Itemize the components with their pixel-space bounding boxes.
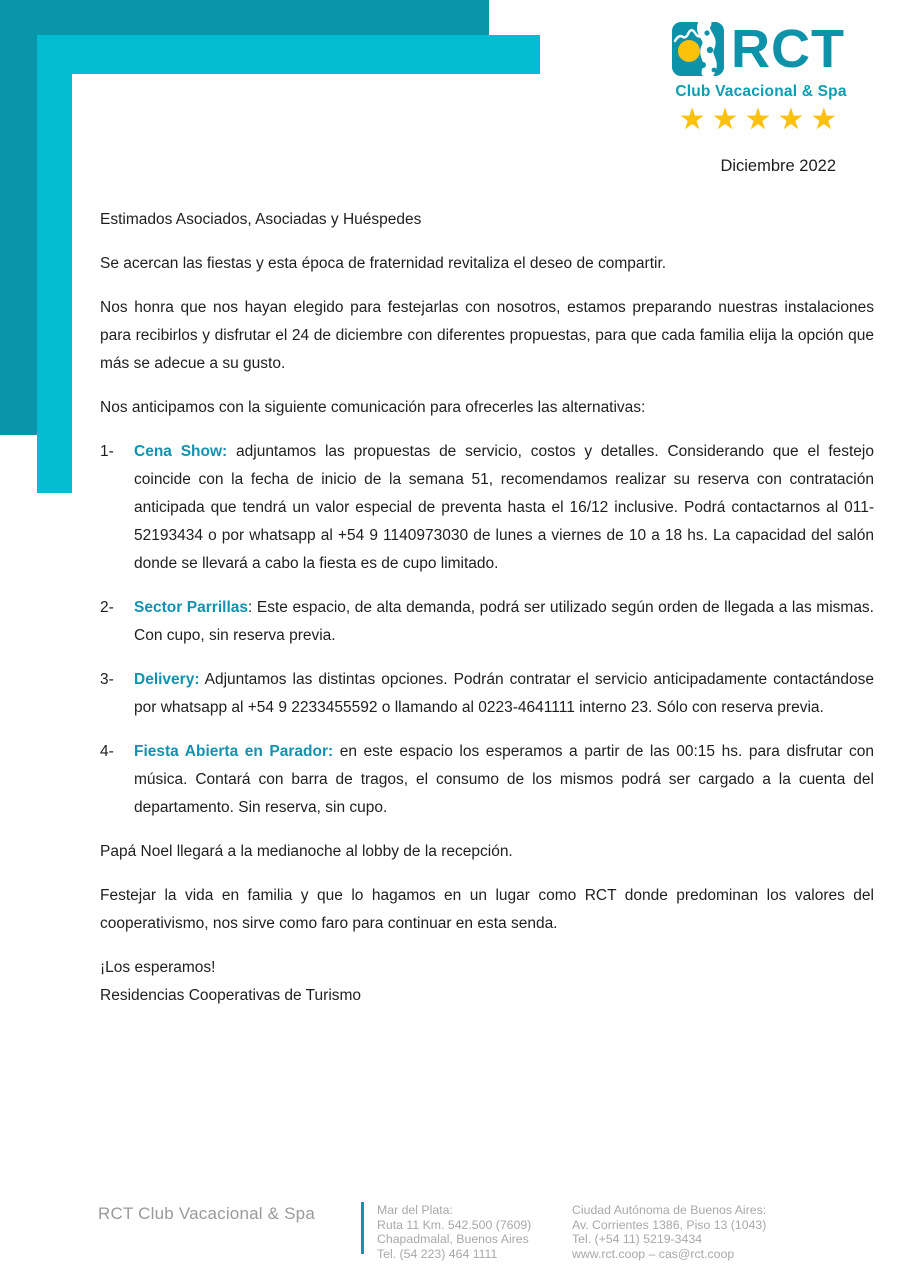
footer-address-line: Mar del Plata: [377, 1203, 453, 1217]
item-body: : Este espacio, de alta demanda, podrá ser utilizado según orden de llegada a las mismas. Con cupo, sin reserva previa. [134, 599, 874, 644]
brand-block [672, 19, 850, 176]
brand-tagline: Club Vacacional & Spa [675, 83, 847, 100]
brand-name: RCT [731, 19, 845, 79]
footer-address-line: Chapadmalal, Buenos Aires [377, 1232, 529, 1247]
item-body: adjuntamos las propuestas de servicio, costos y detalles. Considerando que el festejo coincide con la fecha de inicio de la semana 51, recomendamos realizar su reserva con contratación anticipada que tendrá un valor especial de preventa hasta el 16/12 inclusive. Podrá contactarnos al 011-52193434 o por whatsapp al +54 9 1140973030 de lunes a viernes de 10 a 18 hs. La capacidad del salón donde se llevará a cabo la fiesta es de cupo limitado. [134, 443, 874, 572]
paragraph-intro: Se acercan las fiestas y esta época de fraternidad revitaliza el deseo de compartir. [100, 255, 667, 272]
paragraph-lead: Nos anticipamos con la siguiente comunicación para ofrecerles las alternativas: [100, 399, 646, 416]
footer-divider [361, 1202, 364, 1254]
footer-address-line: Ruta 11 Km. 542.500 (7609) [377, 1217, 532, 1232]
footer-address-mar-del-plata [377, 1203, 531, 1261]
paragraph-closing: Festejar la vida en familia y que lo hagamos en un lugar como RCT donde predominan los valores del cooperativismo, nos sirve como faro para continuar en esta senda. [100, 887, 874, 932]
paragraph-papa-noel: Papá Noel llegará a la medianoche al lobby de la recepción. [100, 843, 513, 860]
page-footer [0, 1196, 900, 1266]
footer-address-buenos-aires [572, 1203, 766, 1261]
signature: Residencias Cooperativas de Turismo [100, 987, 362, 1004]
item-body: en este espacio los esperamos a partir de las 00:15 hs. para disfrutar con música. Contará con barra de tragos, el consumo de los mismos podrá ser cargado a la cuenta del departamento. Sin reserva, sin cupo. [134, 743, 874, 816]
five-star-rating [672, 104, 850, 136]
footer-address-line: Tel. (+54 11) 5219-3434 [572, 1232, 703, 1247]
footer-address-line: Tel. (54 223) 464 1111 [377, 1246, 498, 1261]
item-title: Sector Parrillas [134, 599, 248, 616]
star-icon: ★ [678, 103, 712, 136]
footer-address-line: Ciudad Autónoma de Buenos Aires: [572, 1203, 767, 1217]
item-number: 3- [100, 671, 114, 688]
item-text [134, 666, 874, 722]
item-number: 4- [100, 743, 114, 760]
list-item [100, 738, 874, 822]
star-icon: ★ [744, 103, 778, 136]
item-title: Fiesta Abierta en Parador: [134, 743, 334, 760]
item-text [134, 594, 874, 650]
footer-brand: RCT Club Vacacional & Spa [98, 1204, 315, 1223]
list-item [100, 666, 874, 722]
farewell: ¡Los esperamos! [100, 959, 216, 976]
rct-logo-icon [672, 22, 724, 76]
item-body: Adjuntamos las distintas opciones. Podrán contratar el servicio anticipadamente contactándose por whatsapp al +54 9 2233455592 o llamando al 0223-4641111 interno 23. Sólo con reserva previa. [134, 671, 874, 716]
item-number: 2- [100, 599, 114, 616]
item-text [134, 738, 874, 822]
paragraph-welcome: Nos honra que nos hayan elegido para festejarlas con nosotros, estamos preparando nuestras instalaciones para recibirlos y disfrutar el 24 de diciembre con diferentes propuestas, para que cada familia elija la opción que más se adecue a su gusto. [100, 299, 874, 372]
letter-date: Diciembre 2022 [720, 157, 836, 175]
footer-address-line: Av. Corrientes 1386, Piso 13 (1043) [572, 1217, 767, 1232]
item-text [134, 438, 874, 578]
list-item [100, 438, 874, 578]
options-list [100, 438, 874, 822]
star-icon: ★ [711, 103, 745, 136]
star-icon: ★ [810, 103, 844, 136]
logo-row [672, 19, 850, 79]
letter-body [100, 206, 874, 1010]
list-item [100, 594, 874, 650]
item-title: Delivery: [134, 671, 200, 688]
salutation: Estimados Asociados, Asociadas y Huéspedes [100, 211, 422, 228]
item-number: 1- [100, 443, 114, 460]
footer-address-line: www.rct.coop – cas@rct.coop [572, 1246, 735, 1261]
star-icon: ★ [777, 103, 811, 136]
item-title: Cena Show: [134, 443, 228, 460]
